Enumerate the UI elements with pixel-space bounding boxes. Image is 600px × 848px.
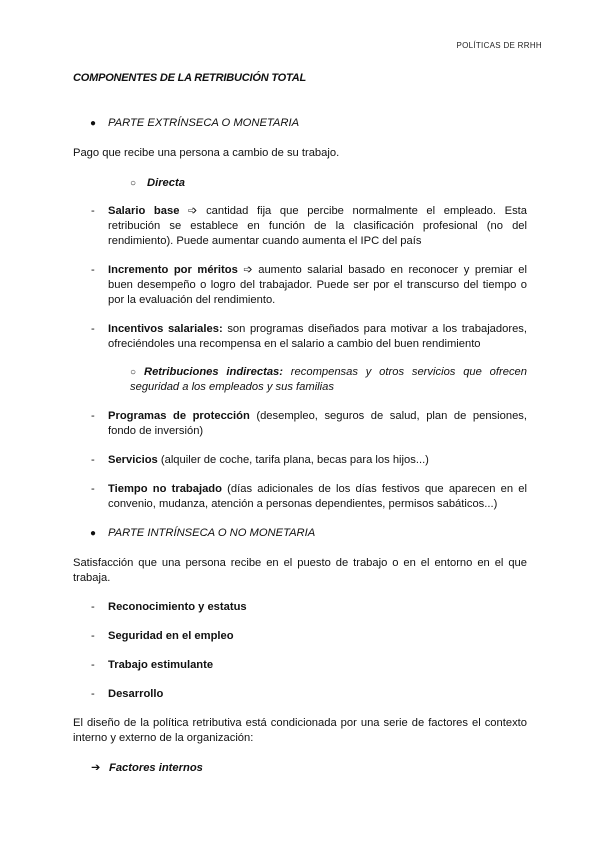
list-item-tiempo <box>108 482 527 512</box>
dash-marker: - <box>91 601 95 613</box>
circle-bullet-icon: ○ <box>130 178 137 189</box>
item-text: cantidad fija que percibe normalmente el empleado. Esta retribución se establece en función de la clasificación profesional (no del rendimiento). Puede aumentar cuando aumenta el IPC del país <box>108 205 528 247</box>
dash-marker: - <box>91 410 95 422</box>
section-intrinsic-heading <box>90 526 315 541</box>
list-item-desarrollo: Desarrollo <box>108 688 164 700</box>
section-extrinsic-heading <box>90 116 299 131</box>
list-item-incremento <box>108 263 527 308</box>
page-header: POLÍTICAS DE RRHH <box>456 41 542 50</box>
item-text: son programas diseñados para motivar a los trabajadores, ofreciéndoles una recompensa en el salario a cambio del buen rendimiento <box>108 323 528 350</box>
dash-marker: - <box>91 205 95 217</box>
dash-marker: - <box>91 630 95 642</box>
section-extrinsic-intro: Pago que recibe una persona a cambio de su trabajo. <box>73 147 340 159</box>
item-text: (días adicionales de los días festivos que aparecen en el convenio, mudanza, atención a personas dependientes, permisos sabáticos...) <box>108 483 527 510</box>
document-title: COMPONENTES DE LA RETRIBUCIÓN TOTAL <box>73 72 306 84</box>
item-text: (desempleo, seguros de salud, plan de pensiones, fondo de inversión) <box>108 410 527 437</box>
item-term: Servicios <box>108 454 158 466</box>
factors-internal-heading <box>91 761 203 776</box>
dash-marker: - <box>91 323 95 335</box>
item-term: Incentivos salariales: <box>108 323 223 335</box>
factors-heading-text: Factores internos <box>109 762 203 774</box>
bullet-icon: ● <box>90 118 97 129</box>
item-text: recompensas y otros servicios que ofrecen seguridad a los empleados y sus familias <box>130 366 527 393</box>
arrow-right-icon: ➔ <box>91 762 101 774</box>
list-item-seguridad: Seguridad en el empleo <box>108 630 234 642</box>
dash-marker: - <box>91 264 95 276</box>
list-item-servicios <box>108 453 527 468</box>
item-text: (alquiler de coche, tarifa plana, becas para los hijos...) <box>157 454 429 466</box>
list-item-reconocimiento: Reconocimiento y estatus <box>108 601 247 613</box>
arrow-icon: ➩ <box>237 264 259 276</box>
section-heading-text: PARTE EXTRÍNSECA O MONETARIA <box>108 117 300 129</box>
list-item-trabajo: Trabajo estimulante <box>108 659 214 671</box>
bullet-icon: ● <box>90 528 97 539</box>
item-term: Tiempo no trabajado <box>108 483 222 495</box>
arrow-icon: ➩ <box>179 205 207 217</box>
dash-marker: - <box>91 659 95 671</box>
item-term: Incremento por méritos <box>108 264 238 276</box>
sub-heading-directa <box>130 176 185 191</box>
sub-heading-text: Directa <box>147 177 185 189</box>
sub-item-retribuciones-indirectas <box>130 365 527 395</box>
list-item-programas <box>108 409 527 439</box>
dash-marker: - <box>91 483 95 495</box>
item-text: aumento salarial basado en reconocer y premiar el buen desempeño o logro del trabajador. Puede ser por el transcurso del tiempo o por la evaluación del rendimiento. <box>108 264 528 306</box>
dash-marker: - <box>91 688 95 700</box>
item-term: Salario base <box>108 205 180 217</box>
list-item-incentivos <box>108 322 527 352</box>
section-heading-text: PARTE INTRÍNSECA O NO MONETARIA <box>108 527 316 539</box>
dash-marker: - <box>91 454 95 466</box>
section-intrinsic-intro: Satisfacción que una persona recibe en el puesto de trabajo o en el entorno en el que trabaja. <box>73 557 527 584</box>
item-term: Retribuciones indirectas: <box>144 366 283 378</box>
list-item-salario-base <box>108 204 527 249</box>
closing-paragraph: El diseño de la política retributiva está condicionada por una serie de factores el contexto interno y externo de la organización: <box>73 717 527 744</box>
circle-bullet-icon: ○ <box>130 367 137 378</box>
item-term: Programas de protección <box>108 410 250 422</box>
